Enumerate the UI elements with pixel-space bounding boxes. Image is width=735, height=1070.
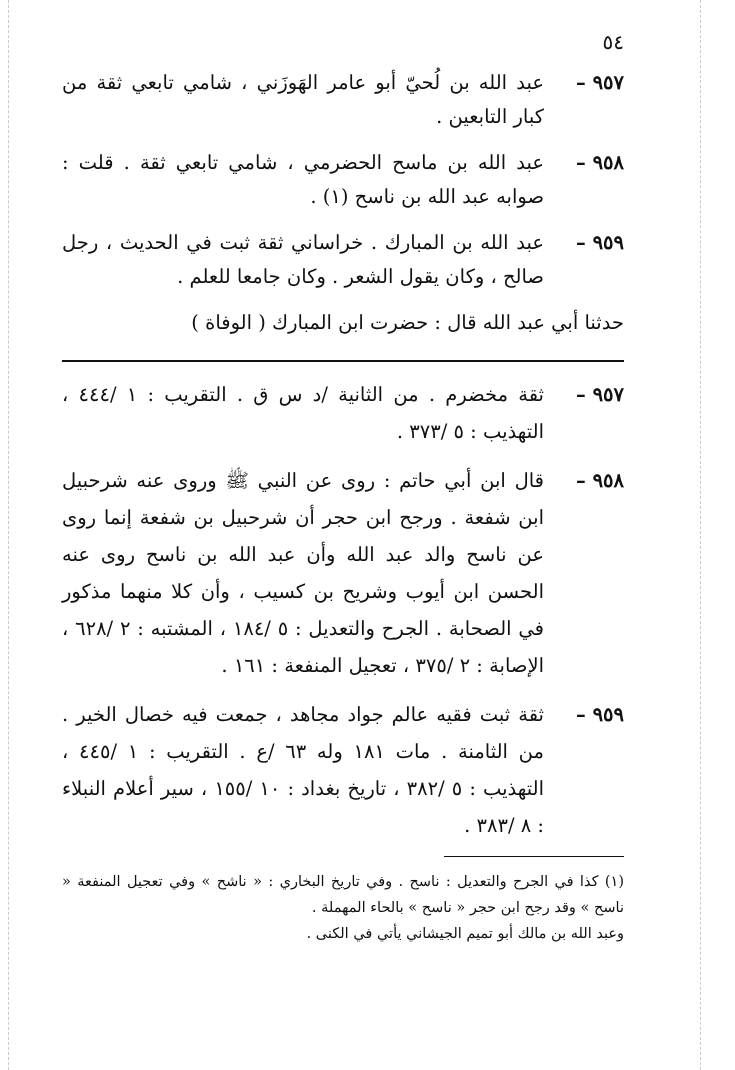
entry-958 <box>62 146 624 214</box>
commentary-number: ٩٥٨ – <box>576 469 624 492</box>
entry-text: عبد الله بن لُحيّ أبو عامر الهَوزَني ، شامي تابعي ثقة من كبار التابعين . <box>62 71 544 128</box>
entry-number: ٩٥٩ – <box>576 231 624 254</box>
narration-line: حدثنا أبي عبد الله قال : حضرت ابن المبارك ( الوفاة ) <box>191 311 624 334</box>
right-margin-guide <box>700 0 701 1070</box>
commentary-957 <box>62 376 624 450</box>
page-number: ٥٤ <box>602 30 624 54</box>
commentary-958 <box>62 462 624 684</box>
entry-959 <box>62 226 624 294</box>
footnote-divider <box>444 856 624 857</box>
commentary-number: ٩٥٧ – <box>576 383 624 406</box>
commentary-divider <box>62 360 624 362</box>
document-page <box>62 30 624 947</box>
entry-number: ٩٥٨ – <box>576 151 624 174</box>
commentary-text: ثقة مخضرم . من الثانية /د س ق . التقريب : ١ /٤٤٤ ، التهذيب : ٥ /٣٧٣ . <box>62 383 544 443</box>
footnote-2: وعبد الله بن مالك أبو تميم الجيشاني يأتي في الكنى . <box>306 926 624 942</box>
left-margin-guide <box>8 0 9 1070</box>
footnote-1: (١) كذا في الجرح والتعديل : ناسح . وفي تاريخ البخاري : « ناشح » وفي تعجيل المنفعة « ناسح » وقد رجح ابن حجر « ناسح » بالحاء المهملة . <box>62 874 624 916</box>
commentary-text: قال ابن أبي حاتم : روى عن النبي ﷺ وروى عنه شرحبيل ابن شفعة . ورجح ابن حجر أن شرحبيل بن شفعة إنما روى عن ناسح والد عبد الله وأن عبد الله بن ناسح روى عنه الحسن ابن أيوب وشريح بن كسيب ، وأن كلا منهما مذكور في الصحابة . الجرح والتعديل : ٥ /١٨٤ ، المشتبه : ٢ /٦٢٨ ، الإصابة : ٢ /٣٧٥ ، تعجيل المنفعة : ١٦١ . <box>62 469 544 677</box>
entry-number: ٩٥٧ – <box>576 71 624 94</box>
commentary-959 <box>62 696 624 844</box>
entry-text: عبد الله بن ماسح الحضرمي ، شامي تابعي ثقة . قلت : صوابه عبد الله بن ناسح (١) . <box>62 151 544 208</box>
entry-text: عبد الله بن المبارك . خراساني ثقة ثبت في الحديث ، رجل صالح ، وكان يقول الشعر . وكان جامعا للعلم . <box>62 231 544 288</box>
commentary-text: ثقة ثبت فقيه عالم جواد مجاهد ، جمعت فيه خصال الخير . من الثامنة . مات ١٨١ وله ٦٣ /ع . التقريب : ١ /٤٤٥ ، التهذيب : ٥ /٣٨٢ ، تاريخ بغداد : ١٠ /١٥٥ ، سير أعلام النبلاء : ٨ /٣٨٣ . <box>62 703 545 837</box>
commentary-number: ٩٥٩ – <box>576 703 624 726</box>
entry-957 <box>62 66 624 134</box>
